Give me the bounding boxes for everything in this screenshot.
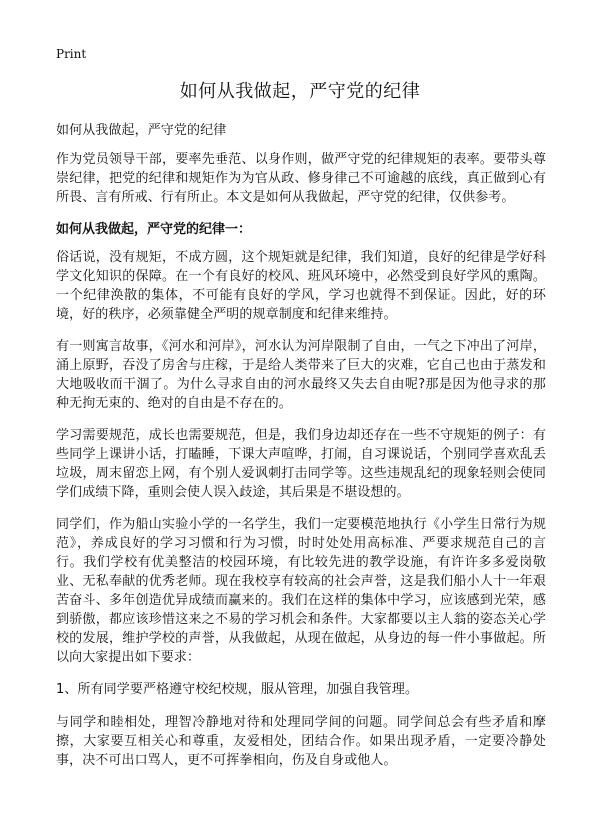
body-paragraph: 俗话说，没有规矩，不成方圆，这个规矩就是纪律，我们知道，良好的纪律是学好科学文化知识的保障。在一个有良好的校风、班风环境中，必然受到良好学风的熏陶。一个纪律涣散的集体，不可能有良好的学风，学习也就得不到保证。因此，好的环境，好的秩序，必须靠健全严明的规章制度和纪律来维持。 bbox=[56, 250, 546, 322]
body-paragraph: 有一则寓言故事，《河水和河岸》，河水认为河岸限制了自由，一气之下冲出了河岸，涌上原野，吞没了房舍与庄稼，于是给人类带来了巨大的灾难，它自己也由于蒸发和大地吸收而干涸了。为什么寻求自由的河水最终又失去自由呢?那是因为他寻求的那种无拘无束的、绝对的自由是不存在的。 bbox=[56, 339, 546, 411]
body-paragraph: 同学们，作为船山实验小学的一名学生，我们一定要模范地执行《小学生日常行为规范》，养成良好的学习习惯和行为习惯，时时处处用高标准、严要求规范自己的言行。我们学校有优美整洁的校园环境，有比较先进的教学设施，有许许多多爱岗敬业、无私奉献的优秀老师。现在我校享有较高的社会声誉，这是我们船小人十一年艰苦奋斗、多年创造优异成绩而赢来的。我们在这样的集体中学习，应该感到光荣，感到骄傲，都应该珍惜这来之不易的学习机会和条件。大家都要以主人翁的姿态关心学校的发展，维护学校的声誉，从我做起，从现在做起，从身边的每一件小事做起。所以向大家提出如下要求： bbox=[56, 517, 546, 665]
document-body bbox=[56, 121, 546, 783]
document-subtitle: 如何从我做起，严守党的纪律 bbox=[56, 123, 227, 138]
closing-paragraph: 与同学和睦相处，理智冷静地对待和处理同学间的问题。同学间总会有些矛盾和摩擦，大家要互相关心和尊重，友爱相处，团结合作。如果出现矛盾，一定要冷静处事，决不可出口骂人，更不可挥拳相向，伤及自身或他人。 bbox=[56, 715, 546, 768]
section-heading: 如何从我做起，严守党的纪律一： bbox=[56, 222, 252, 237]
requirement-item: 1、所有同学要严格遵守校纪校规，服从管理，加强自我管理。 bbox=[56, 682, 419, 697]
body-paragraph: 学习需要规范，成长也需要规范，但是，我们身边却还存在一些不守规矩的例子：有些同学上课讲小话，打瞌睡，下课大声喧哗，打闹，自习课说话，个别同学喜欢乱丢垃圾，周末留恋上网，有个别人爱讽刺打击同学等。这些违规乱纪的现象轻则会使同学们成绩下降，重则会使人误入歧途，其后果是不堪设想的。 bbox=[56, 428, 546, 500]
intro-paragraph: 作为党员领导干部，要率先垂范、以身作则，做严守党的纪律规矩的表率。要带头尊崇纪律，把党的纪律和规矩作为为官从政、修身律己不可逾越的底线，真正做到心有所畏、言有所戒、行有所止。本文是如何从我做起，严守党的纪律，仅供参考。 bbox=[56, 152, 546, 205]
document-title: 如何从我做起，严守党的纪律 bbox=[179, 81, 421, 102]
print-link[interactable]: Print bbox=[56, 47, 87, 61]
